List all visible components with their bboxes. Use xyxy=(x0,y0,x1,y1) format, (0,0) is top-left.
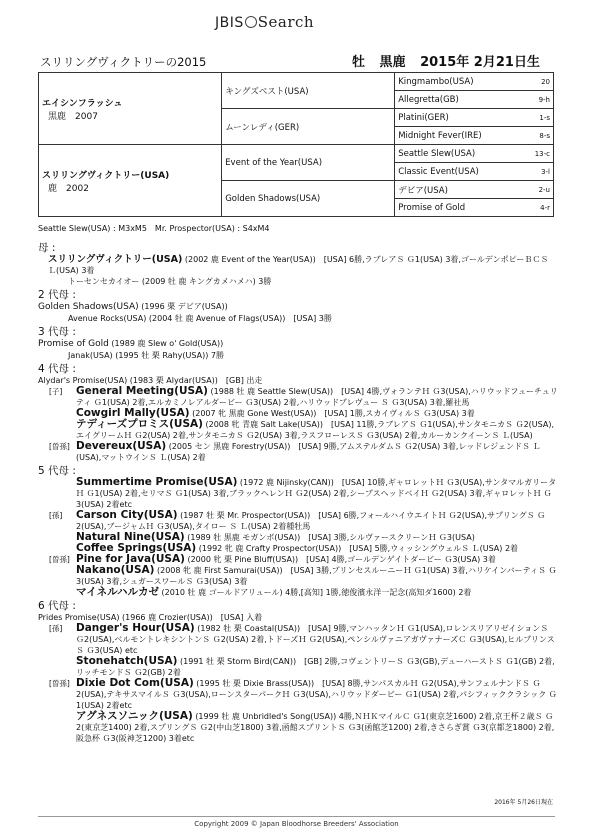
sibling-entry: Janak(USA) (1995 牡 栗 Rahy(USA)) 7勝 xyxy=(68,351,224,360)
relation-tag: [子] xyxy=(49,387,63,396)
ancestor: デビア(USA) xyxy=(395,181,524,199)
descendant-record: (2007 牝 黒鹿 Gone West(USA)) [USA] 1勝,スカイヴィルＳ Ｇ3(USA) 3着 xyxy=(192,409,475,418)
magnifier-icon xyxy=(245,16,257,28)
generation-label: 4 代母 : xyxy=(38,363,76,375)
sire-cell: エイシンフラッシュ 黒鹿 2007 xyxy=(39,73,222,145)
descendant-entry xyxy=(38,587,558,598)
inbreeding-note: Seattle Slew(USA) : M3xM5 Mr. Prospector(USA) : S4xM4 xyxy=(38,224,270,233)
great-granddam-entry: Promise of Gold (1989 鹿 Slew o' Gold(USA)) xyxy=(38,339,224,349)
ancestor: Midnight Fever(IRE) xyxy=(395,127,524,145)
descendant-record: (2008 牝 青鹿 Salt Lake(USA)) [USA] 11勝,ラブレアＳ Ｇ1(USA),サンタモニカＳ Ｇ2(USA),エイグリームＨ Ｇ2(USA) 2着,サンタモニカＳ Ｇ2(USA) 3着,ラスフローレスＳ Ｇ3(USA) 2着,カルーカンクイーンＳ Ｌ(USA) xyxy=(76,420,555,440)
g6-head: Prides Promise(USA) (1966 鹿 Crozier(USA)) [USA] 入着 xyxy=(38,613,263,622)
descendant-name: General Meeting(USA) xyxy=(76,385,208,397)
horse-profile xyxy=(352,51,550,70)
descendant-entry xyxy=(38,477,558,510)
relation-tag: [孫] xyxy=(49,511,63,520)
descendant-record: (1982 牡 栗 Coastal(USA)) [USA] 9勝,マンハッタンＨ Ｇ1(USA),ロレンスリアリゼイションＳ Ｇ2(USA),ベルモントレキシントンＳ Ｇ2(USA) 2着,トドーズＨ Ｇ2(USA),ペンシルヴァニアガヴァナーズＣ Ｇ3(USA),ヒルプリンスＳ Ｇ3(USA) etc xyxy=(76,624,555,655)
sibling-entry: Avenue Rocks(USA) (2004 牡 鹿 Avenue of Flags(USA)) [USA] 3勝 xyxy=(68,314,332,323)
g4-descendants xyxy=(38,386,558,463)
ancestor: Promise of Gold xyxy=(395,199,524,217)
generation-label: 3 代母 : xyxy=(38,326,76,338)
descendant-name: Natural Nine(USA) xyxy=(76,531,185,543)
sire-sire: キングズベスト(USA) xyxy=(222,73,395,109)
descendant-entry xyxy=(38,386,558,408)
ancestor: Classic Event(USA) xyxy=(395,163,524,181)
dam-name: スリリングヴィクトリー(USA) xyxy=(42,170,170,181)
copyright: Copyright 2009 © Japan Bloodhorse Breeders' Association xyxy=(0,820,593,828)
descendant-record: (2000 牝 栗 Pine Bluff(USA)) [USA] 4勝,ゴールデンゲイトダービー Ｇ3(USA) 3着 xyxy=(187,555,496,564)
dam-entry: スリリングヴィクトリー(USA) (2002 鹿 Event of the Year(USA)) [USA] 6勝,ラブレアＳ Ｇ1(USA) 3着,ゴールデンポピーＢＣＳ Ｌ(USA) 3着 xyxy=(48,254,549,275)
generation-label: 2 代母 : xyxy=(38,289,76,301)
descendant-record: (2010 牡 鹿 ゴールドアリュール) 4勝,[高知] 1勝,徳俊濱永洋一記念(高知ダ1600) 2着 xyxy=(161,588,472,597)
descendant-name: テディーズプロミス(USA) xyxy=(76,418,203,430)
family-number: 2-u xyxy=(523,181,553,199)
descendant-name: アグネスソニック(USA) xyxy=(76,710,193,722)
relation-tag: [曽孫] xyxy=(49,442,70,451)
generation-label: 6 代母 : xyxy=(38,600,76,612)
descendant-entry xyxy=(38,711,558,744)
descendant-name: Dixie Dot Com(USA) xyxy=(76,677,194,689)
descendant-name: Pine for Java(USA) xyxy=(76,553,185,565)
sex: 牡 xyxy=(352,55,366,70)
descendant-record: (1995 牡 栗 Dixie Brass(USA)) [USA] 8勝,サンパスカルＨ Ｇ2(USA),サンフェルナンドＳ Ｇ2(USA),テキサスマイルＳ Ｇ3(USA),ローンスターパークＨ Ｇ3(USA),ハリウッドダービー Ｇ1(USA) 2着,パシフィッククラシック Ｇ1(USA) 2着etc xyxy=(76,679,557,710)
dam-dam: Golden Shadows(USA) xyxy=(222,181,395,217)
g4-head: Alydar's Promise(USA) (1983 栗 Alydar(USA)) [GB] 出走 xyxy=(38,376,263,385)
descendant-entry xyxy=(38,441,558,463)
descendant-entry xyxy=(38,656,558,678)
dam-sire: Event of the Year(USA) xyxy=(222,145,395,181)
sibling-entry: トーセンセカイオー (2009 牡 鹿 キングカメハメハ) 3勝 xyxy=(68,277,272,286)
dam-cell: スリリングヴィクトリー(USA) 鹿 2002 xyxy=(39,145,222,217)
coat-color: 黒鹿 xyxy=(379,55,406,70)
relation-tag: [曽孫] xyxy=(49,679,70,688)
jbis-logo: JBIS Search xyxy=(215,13,315,31)
descendant-record: (1999 牡 鹿 Unbridled's Song(USA)) 4勝,ＮＨＫマイルＣ Ｇ1(東京芝1600) 2着,京王杯２歳Ｓ Ｇ2(東京芝1400) 2着,スプリングＳ Ｇ2(中山芝1800) 3着,函館スプリントＳ Ｇ3(函館芝1200) 2着,きさらぎ賞 Ｇ3(京都芝1800) 2着,阪急杯 Ｇ3(阪神芝1200) 3着etc xyxy=(76,712,555,743)
sire-dam: ムーンレディ(GER) xyxy=(222,109,395,145)
descendant-entry xyxy=(38,565,558,587)
family-number: 1-s xyxy=(523,109,553,127)
as-of-date: 2016年 5月26日現在 xyxy=(494,799,553,806)
descendant-entry xyxy=(38,623,558,656)
descendant-entry xyxy=(38,510,558,532)
horse-title: スリリングヴィクトリーの2015 xyxy=(40,55,207,69)
descendant-name: Danger's Hour(USA) xyxy=(76,622,195,634)
descendant-record: (1989 牡 黒鹿 モガンボ(USA)) [USA] 3勝,シルヴァースクリーンＨ Ｇ3(USA) xyxy=(187,533,475,542)
birth-date: 2015年 2月21日生 xyxy=(420,55,540,70)
relation-tag: [曽孫] xyxy=(49,555,70,564)
generation-label: 5 代母 : xyxy=(38,465,76,477)
descendant-name: マイネルハルカゼ xyxy=(76,586,159,598)
descendant-entry xyxy=(38,678,558,711)
descendant-name: Coffee Springs(USA) xyxy=(76,542,197,554)
sire-name: エイシンフラッシュ xyxy=(42,98,123,109)
granddam-entry: Golden Shadows(USA) (1996 栗 デビア(USA)) xyxy=(38,302,228,312)
family-number: 4-r xyxy=(523,199,553,217)
descendant-record: (1988 牡 鹿 Seattle Slew(USA)) [USA] 4勝,ヴォランテＨ Ｇ3(USA),ハリウッドフューチュリティ Ｇ1(USA) 2着,エルカミノレアルダービー Ｇ3(USA) 2着,ハリウッドプレヴュー Ｓ Ｇ3(USA) 3着,羅社馬 xyxy=(76,387,558,407)
family-number: 8-s xyxy=(523,127,553,145)
family-number: 9-h xyxy=(523,91,553,109)
descendant-entry xyxy=(38,419,558,441)
female-family-section xyxy=(38,240,558,744)
descendant-name: Cowgirl Mally(USA) xyxy=(76,407,190,419)
ancestor: Seattle Slew(USA) xyxy=(395,145,524,163)
pedigree-table xyxy=(38,72,554,217)
descendant-record: (1992 牝 鹿 Crafty Prospector(USA)) [USA] 5勝,ウィッシングウェルＳ Ｌ(USA) 2着 xyxy=(198,544,519,553)
descendant-record: (2005 セン 黒鹿 Forestry(USA)) [USA] 9勝,アムステルダムＳ Ｇ2(USA) 3着,レッドレジェンドＳ Ｌ(USA),マットウインＳ Ｌ(USA) 2着 xyxy=(76,442,541,462)
g5-descendants xyxy=(38,477,558,598)
descendant-record: (1972 鹿 Nijinsky(CAN)) [USA] 10勝,ギャロレットＨ Ｇ3(USA),サンタマルガリータＨ Ｇ1(USA) 2着,セリマＳ Ｇ1(USA) 3着,ブラックヘレンＨ Ｇ2(USA) 2着,シープスヘッドベイＨ Ｇ2(USA) 3着,ギャロレットＨ Ｇ3(USA) 2着etc xyxy=(76,478,557,509)
descendant-name: Summertime Promise(USA) xyxy=(76,476,238,488)
descendant-name: Devereux(USA) xyxy=(76,440,167,452)
family-number: 13-c xyxy=(523,145,553,163)
generation-label: 母 : xyxy=(38,242,56,254)
ancestor: Kingmambo(USA) xyxy=(395,73,524,91)
descendant-name: Stonehatch(USA) xyxy=(76,655,178,667)
ancestor: Platini(GER) xyxy=(395,109,524,127)
descendant-name: Nakano(USA) xyxy=(76,564,155,576)
g6-descendants xyxy=(38,623,558,744)
descendant-name: Carson City(USA) xyxy=(76,509,178,521)
descendant-record: (1987 牡 栗 Mr. Prospector(USA)) [USA] 6勝,フォールハイウエイトＨ Ｇ2(USA),サプリングＳ Ｇ2(USA),ブージャムＨ Ｇ3(USA),タイロー Ｓ Ｌ(USA) 2着種牡馬 xyxy=(76,511,546,531)
family-number: 3-l xyxy=(523,163,553,181)
family-number: 20 xyxy=(523,73,553,91)
ancestor: Allegretta(GB) xyxy=(395,91,524,109)
descendant-record: (1991 牡 栗 Storm Bird(CAN)) [GB] 2勝,コヴェントリーＳ Ｇ3(GB),デューハーストＳ Ｇ1(GB) 2着,リッチモンドＳ Ｇ2(GB) 2着 xyxy=(76,657,555,677)
relation-tag: [孫] xyxy=(49,624,63,633)
descendant-record: (2008 牝 鹿 First Samurai(USA)) [USA] 3勝,プリンセスルーニーＨ Ｇ1(USA) 3着,ハリケインバーティＳ Ｇ3(USA) 3着,シュガースワールＳ Ｇ3(USA) 3着 xyxy=(76,566,557,586)
